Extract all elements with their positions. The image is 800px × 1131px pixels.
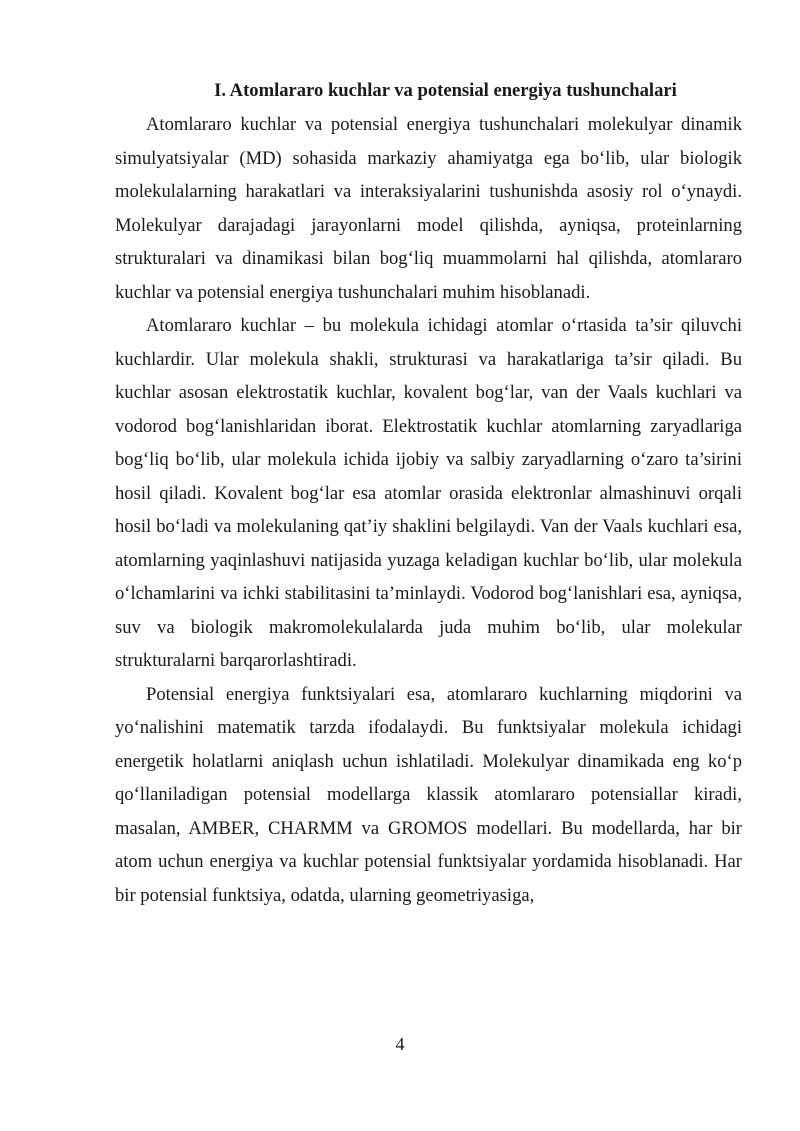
paragraph-3: Potensial energiya funktsiyalari esa, atomlararo kuchlarning miqdorini va yo‘nalishini matematik tarzda ifodalaydi. Bu funktsiyalar molekula ichidagi energetik holatlarni aniqlash uchun ishlatiladi. Molekulyar dinamikada eng ko‘p qo‘llaniladigan potensial modellarga klassik atomlararo potensiallar kiradi, masalan, AMBER, CHARMM va GROMOS modellari. Bu modellarda, har bir atom uchun energiya va kuchlar potensial funktsiyalar yordamida hisoblanadi. Har bir potensial funktsiya, odatda, ularning geometriyasiga, <box>115 683 742 906</box>
section-heading: I. Atomlararo kuchlar va potensial energiya tushunchalari <box>214 80 677 101</box>
page-number: 4 <box>395 1034 405 1054</box>
paragraph-1: Atomlararo kuchlar va potensial energiya tushunchalari molekulyar dinamik simulyatsiyalar (MD) sohasida markaziy ahamiyatga ega bo‘lib, ular biologik molekulalarning harakatlari va interaksiyalarini tushunishda asosiy rol o‘ynaydi. Molekulyar darajadagi jarayonlarni model qilishda, ayniqsa, proteinlarning strukturalari va dinamikasi bilan bog‘liq muammolarni hal qilishda, atomlararo kuchlar va potensial energiya tushunchalari muhim hisoblanadi. <box>115 114 742 303</box>
paragraph-2: Atomlararo kuchlar – bu molekula ichidagi atomlar o‘rtasida ta’sir qiluvchi kuchlardir. Ular molekula shakli, strukturasi va harakatlariga ta’sir qiladi. Bu kuchlar asosan elektrostatik kuchlar, kovalent bog‘lar, van der Vaals kuchlari va vodorod bog‘lanishlaridan iborat. Elektrostatik kuchlar atomlarning zaryadlariga bog‘liq bo‘lib, ular molekula ichida ijobiy va salbiy zaryadlarning o‘zaro ta’sirini hosil qiladi. Kovalent bog‘lar esa atomlar orasida elektronlar almashinuvi orqali hosil bo‘ladi va molekulaning qat’iy shaklini belgilaydi. Van der Vaals kuchlari esa, atomlarning yaqinlashuvi natijasida yuzaga keladigan kuchlar bo‘lib, ular molekula o‘lchamlarini va ichki stabilitasini ta’minlaydi. Vodorod bog‘lanishlari esa, ayniqsa, suv va biologik makromolekulalarda juda muhim bo‘lib, ular molekular strukturalarni barqarorlashtiradi. <box>115 315 742 671</box>
page-content <box>115 76 742 912</box>
